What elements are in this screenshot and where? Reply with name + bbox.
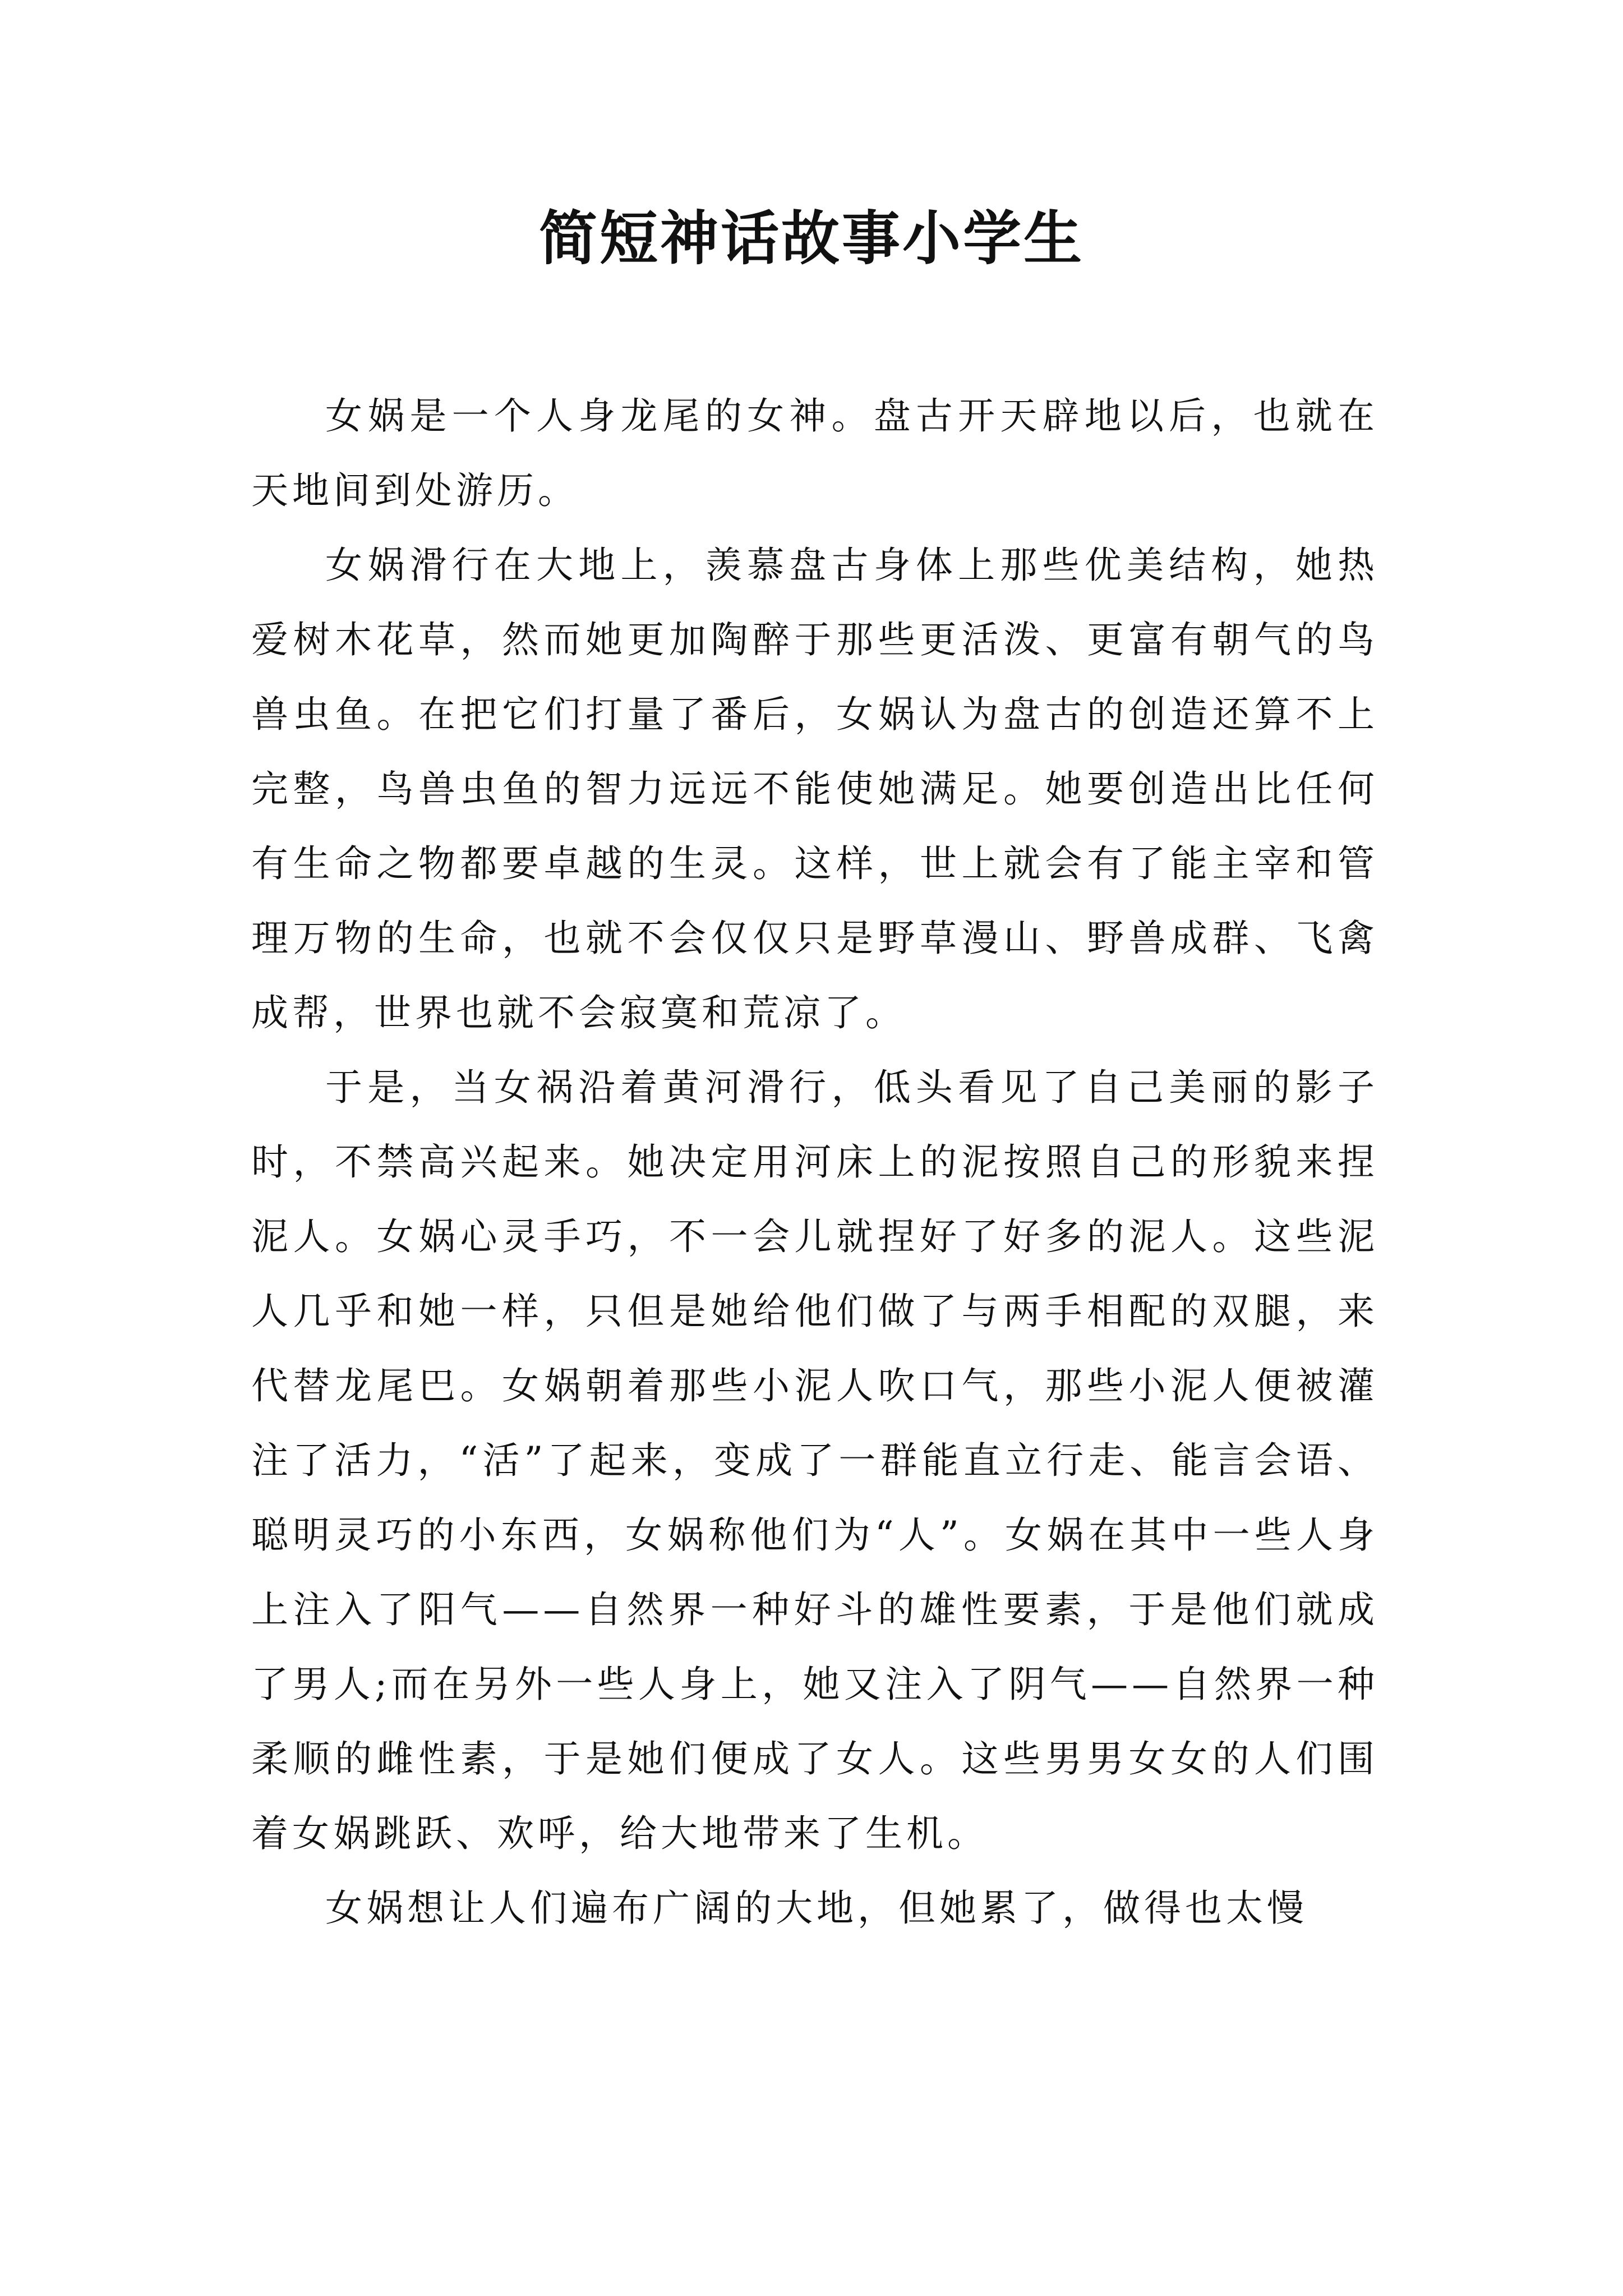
document-title: 简短神话故事小学生 <box>538 204 1084 273</box>
document-body <box>251 379 1378 1945</box>
paragraph-4: 女娲想让人们遍布广阔的大地，但她累了，做得也太慢 <box>325 1887 1308 1930</box>
paragraph-1: 女娲是一个人身龙尾的女神。盘古开天辟地以后，也就在天地间到处游历。 <box>251 394 1378 512</box>
paragraph-2: 女娲滑行在大地上，羡慕盘古身体上那些优美结构，她热爱树木花草，然而她更加陶醉于那些更活泼、更富有朝气的鸟兽虫鱼。在把它们打量了番后，女娲认为盘古的创造还算不上完整，鸟兽虫鱼的智力远远不能使她满足。她要创造出比任何有生命之物都要卓越的生灵。这样，世上就会有了能主宰和管理万物的生命，也就不会仅仅只是野草漫山、野兽成群、飞禽成帮，世界也就不会寂寞和荒凉了。 <box>251 544 1378 1034</box>
paragraph-3: 于是，当女祸沿着黄河滑行，低头看见了自己美丽的影子时，不禁高兴起来。她决定用河床上的泥按照自己的形貌来捏泥人。女娲心灵手巧，不一会儿就捏好了好多的泥人。这些泥人几乎和她一样，只但是她给他们做了与两手相配的双腿，来代替龙尾巴。女娲朝着那些小泥人吹口气，那些小泥人便被灌注了活力，“活”了起来，变成了一群能直立行走、能言会语、聪明灵巧的小东西，女娲称他们为“人”。女娲在其中一些人身上注入了阳气——自然界一种好斗的雄性要素，于是他们就成了男人;而在另外一些人身上，她又注入了阴气——自然界一种柔顺的雌性素，于是她们便成了女人。这些男男女女的人们围着女娲跳跃、欢呼，给大地带来了生机。 <box>251 1066 1378 1855</box>
